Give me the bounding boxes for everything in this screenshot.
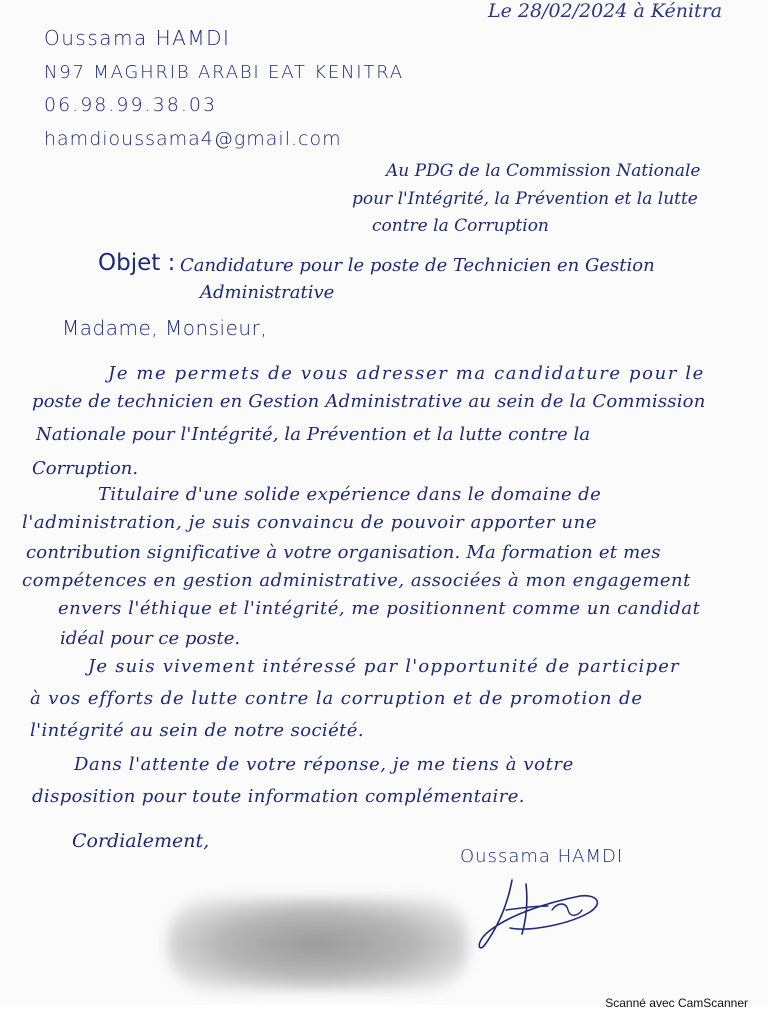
sender-email: hamdioussama4@gmail.com [44, 128, 342, 150]
body-line: Nationale pour l'Intégrité, la Prévention et la lutte contre la [36, 424, 591, 445]
closing: Cordialement, [72, 830, 210, 852]
salutation: Madame, Monsieur, [62, 316, 268, 340]
sender-address: N97 MAGHRIB ARABI EAT KENITRA [44, 62, 404, 83]
body-line: idéal pour ce poste. [60, 628, 241, 649]
subject-line-2: Administrative [200, 282, 335, 303]
body-line: poste de technicien en Gestion Administrative au sein de la Commission [32, 391, 706, 412]
body-line: Dans l'attente de votre réponse, je me tiens à votre [74, 754, 574, 775]
signature-name: Oussama HAMDI [460, 846, 624, 867]
body-line: contribution significative à votre organisation. Ma formation et mes [26, 542, 661, 563]
body-line: compétences en gestion administrative, associées à mon engagement [22, 570, 691, 591]
body-line: l'intégrité au sein de notre société. [30, 720, 364, 741]
body-line: Titulaire d'une solide expérience dans le domaine de [98, 484, 602, 505]
recipient-line-3: contre la Corruption [372, 216, 549, 236]
handwritten-signature [470, 872, 620, 952]
body-line: Corruption. [32, 458, 139, 479]
recipient-line-1: Au PDG de la Commission Nationale [386, 161, 701, 181]
date-line: Le 28/02/2024 à Kénitra [488, 0, 723, 22]
subject-line-1: Candidature pour le poste de Technicien en Gestion [180, 255, 655, 276]
blurred-stamp [168, 898, 468, 990]
sender-name: Oussama HAMDI [44, 26, 231, 50]
body-line: l'administration, je suis convaincu de pouvoir apporter une [22, 512, 598, 533]
subject-label: Objet : [98, 250, 176, 276]
body-line: Je me permets de vous adresser ma candidature pour le [108, 363, 705, 384]
body-line: envers l'éthique et l'intégrité, me positionnent comme un candidat [58, 598, 701, 619]
body-line: Je suis vivement intéressé par l'opportunité de participer [88, 656, 680, 677]
body-line: à vos efforts de lutte contre la corruption et de promotion de [30, 688, 643, 709]
sender-phone: 06.98.99.38.03 [44, 94, 218, 116]
body-line: disposition pour toute information complémentaire. [32, 786, 525, 807]
scanner-watermark: Scanné avec CamScanner [605, 996, 748, 1010]
recipient-line-2: pour l'Intégrité, la Prévention et la lutte [352, 189, 698, 209]
